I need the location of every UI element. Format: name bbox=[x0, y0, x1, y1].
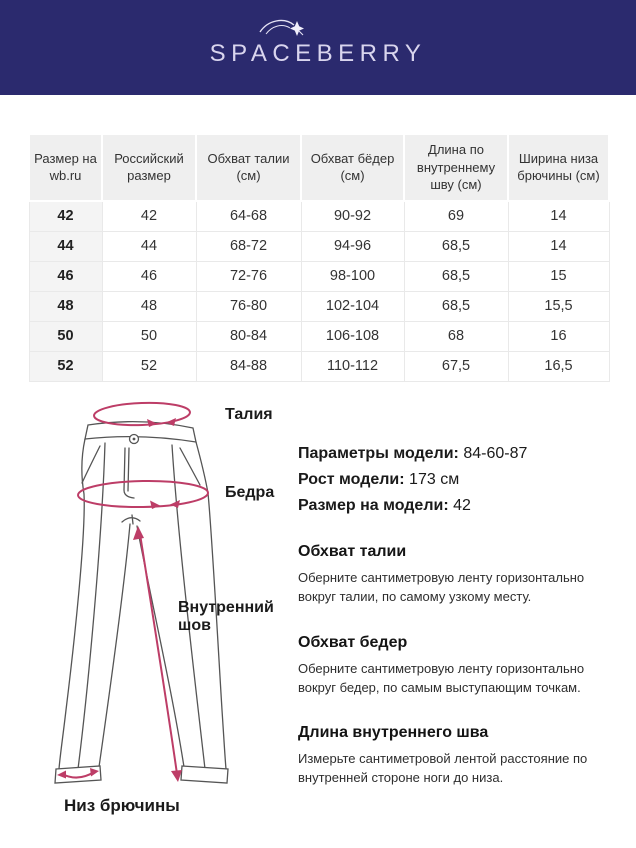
size-cell: 72-76 bbox=[196, 261, 301, 291]
size-cell: 68 bbox=[404, 321, 508, 351]
inseam-measure-line bbox=[140, 534, 177, 774]
size-cell: 50 bbox=[29, 321, 102, 351]
hip-arrowhead-left bbox=[170, 500, 180, 508]
size-cell: 80-84 bbox=[196, 321, 301, 351]
size-cell: 84-88 bbox=[196, 351, 301, 381]
guide-title: Обхват талии bbox=[298, 543, 407, 560]
size-cell: 42 bbox=[29, 201, 102, 232]
model-height-label: Рост модели: bbox=[298, 471, 405, 488]
shooting-star-icon bbox=[260, 20, 304, 35]
brand-logo-text: SPACEBERRY bbox=[209, 39, 427, 67]
size-cell: 16,5 bbox=[508, 351, 609, 381]
button-icon bbox=[130, 435, 139, 444]
table-row bbox=[29, 351, 609, 381]
col-header-ru-size: Российский размер bbox=[102, 134, 196, 201]
hips-label: Бедра bbox=[225, 484, 275, 501]
size-cell: 16 bbox=[508, 321, 609, 351]
col-header-hips: Обхват бёдер (см) bbox=[301, 134, 404, 201]
size-cell: 46 bbox=[102, 261, 196, 291]
col-header-inseam: Длина по внутреннему шву (см) bbox=[404, 134, 508, 201]
size-cell: 14 bbox=[508, 231, 609, 261]
size-cell: 15 bbox=[508, 261, 609, 291]
size-cell: 42 bbox=[102, 201, 196, 232]
model-params-line bbox=[298, 441, 610, 467]
left-inner-seam bbox=[99, 524, 130, 767]
size-cell: 44 bbox=[29, 231, 102, 261]
col-header-wb-size: Размер на wb.ru bbox=[29, 134, 102, 201]
left-pocket-line bbox=[82, 446, 100, 483]
size-cell: 50 bbox=[102, 321, 196, 351]
size-cell: 110-112 bbox=[301, 351, 404, 381]
size-cell: 52 bbox=[29, 351, 102, 381]
brand-logo bbox=[168, 15, 468, 81]
size-cell: 64-68 bbox=[196, 201, 301, 232]
right-pocket-line bbox=[180, 448, 200, 485]
size-cell: 67,5 bbox=[404, 351, 508, 381]
model-height-value: 173 см bbox=[409, 471, 460, 488]
guide-text: Оберните сантиметровую ленту горизонтально вокруг бедер, по самым выступающим точкам. bbox=[298, 660, 585, 695]
guide-section-hips bbox=[298, 634, 610, 698]
model-size-line bbox=[298, 493, 610, 519]
size-table-section bbox=[28, 133, 608, 382]
table-row bbox=[29, 321, 609, 351]
brand-header bbox=[0, 0, 636, 95]
waist-label: Талия bbox=[225, 406, 273, 423]
size-cell: 69 bbox=[404, 201, 508, 232]
crotch-line bbox=[122, 515, 140, 524]
size-cell: 90-92 bbox=[301, 201, 404, 232]
size-cell: 68,5 bbox=[404, 261, 508, 291]
size-cell: 44 bbox=[102, 231, 196, 261]
inseam-arrowhead-top bbox=[133, 526, 144, 540]
table-row bbox=[29, 231, 609, 261]
table-row bbox=[29, 261, 609, 291]
right-cuff bbox=[181, 766, 228, 783]
size-cell: 48 bbox=[29, 291, 102, 321]
guide-title: Длина внутреннего шва bbox=[298, 724, 489, 742]
measure-guide bbox=[298, 543, 610, 788]
size-cell: 48 bbox=[102, 291, 196, 321]
size-cell: 15,5 bbox=[508, 291, 609, 321]
size-cell: 68-72 bbox=[196, 231, 301, 261]
model-params-value: 84-60-87 bbox=[463, 445, 528, 462]
model-size-value: 42 bbox=[453, 497, 471, 514]
table-row bbox=[29, 291, 609, 321]
left-outer-seam bbox=[59, 439, 85, 769]
col-header-hem-width: Ширина низа брючины (см) bbox=[508, 134, 609, 201]
col-header-waist: Обхват талии (см) bbox=[196, 134, 301, 201]
size-cell: 14 bbox=[508, 201, 609, 232]
left-crease-line bbox=[78, 443, 105, 769]
fly-line bbox=[124, 448, 134, 498]
guide-text: Измерьте сантиметровой лентой расстояние по внутренней стороне ноги до низа. bbox=[298, 751, 588, 786]
guide-section-inseam bbox=[298, 724, 610, 788]
size-cell: 102-104 bbox=[301, 291, 404, 321]
model-params-label: Параметры модели: bbox=[298, 445, 459, 462]
size-cell: 94-96 bbox=[301, 231, 404, 261]
size-cell: 68,5 bbox=[404, 291, 508, 321]
size-cell: 46 bbox=[29, 261, 102, 291]
guide-title: Обхват бедер bbox=[298, 633, 408, 651]
size-table-header-row bbox=[29, 134, 609, 201]
size-cell: 52 bbox=[102, 351, 196, 381]
size-cell: 68,5 bbox=[404, 231, 508, 261]
size-cell: 98-100 bbox=[301, 261, 404, 291]
hem-label: Низ брючины bbox=[64, 796, 180, 815]
guide-section-waist bbox=[298, 543, 610, 607]
guide-text: Оберните сантиметровую ленту горизонтально вокруг талии, по самому узкому месту. bbox=[298, 570, 585, 604]
size-cell: 76-80 bbox=[196, 291, 301, 321]
measurement-info bbox=[298, 441, 610, 815]
inseam-label: Внутренний шов bbox=[178, 599, 274, 635]
model-height-line bbox=[298, 467, 610, 493]
size-cell: 106-108 bbox=[301, 321, 404, 351]
table-row bbox=[29, 201, 609, 232]
hip-measure-ellipse bbox=[78, 480, 208, 508]
model-size-label: Размер на модели: bbox=[298, 497, 449, 514]
size-table bbox=[28, 133, 610, 382]
